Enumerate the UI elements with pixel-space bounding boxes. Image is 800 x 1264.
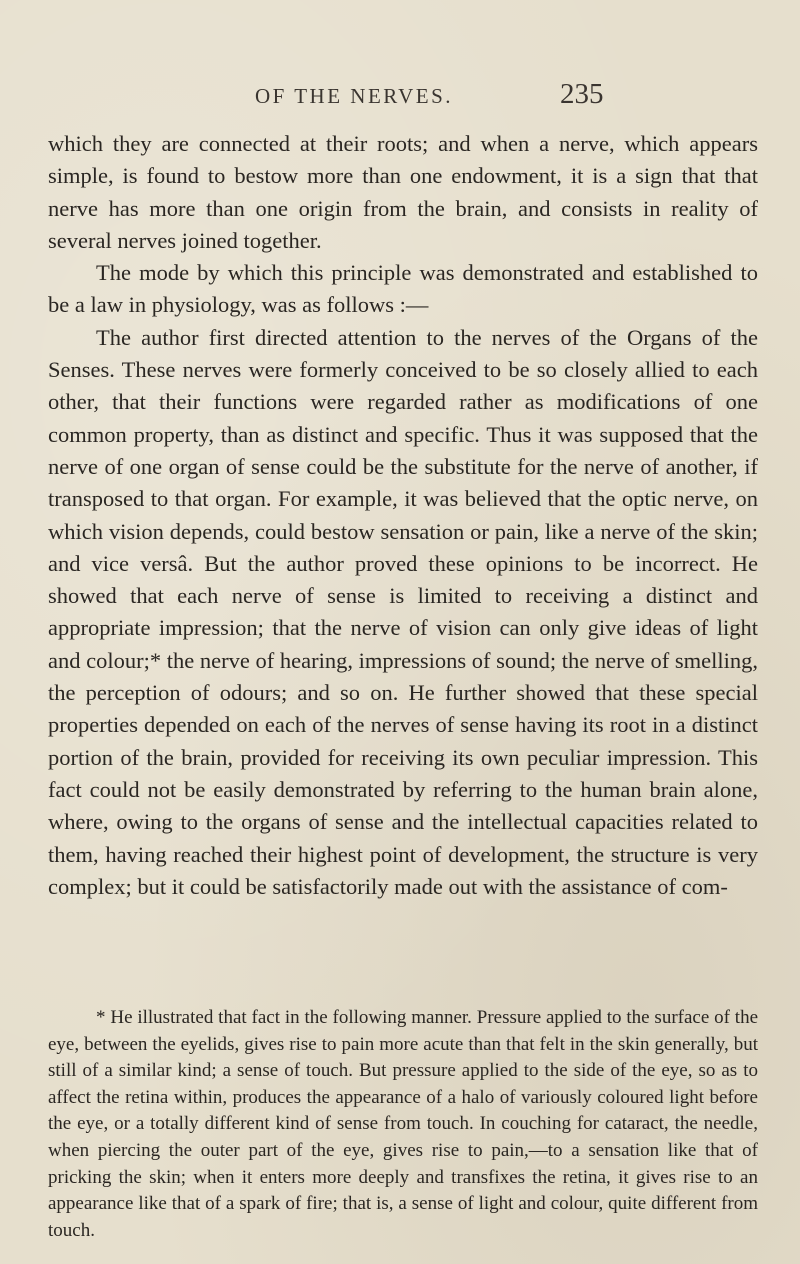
- paragraph-method: The mode by which this principle was demonstrated and established to be a law in physiology, was as follows :—: [48, 260, 758, 318]
- running-head: [0, 78, 800, 118]
- body-text: [48, 128, 758, 903]
- footnote: * He illustrated that fact in the following manner. Pressure applied to the surface of the eye, between the eyelids, gives rise to pain more acute than that felt in the skin generally, but still of a similar kind; a sense of touch. But pressure applied to the side of the eye, so as to affect the retina within, produces the appearance of a halo of variously coloured light before the eye, or a totally different kind of sense from touch. In couching for cataract, the needle, when piercing the outer part of the eye, gives rise to pain,—to a sensation like that of pricking the skin; when it enters more deeply and transfixes the retina, it gives rise to an appearance like that of a spark of fire; that is, a sense of light and colour, quite different from touch.: [48, 1007, 758, 1241]
- paragraph-senses: The author first directed attention to the nerves of the Organs of the Senses. These nerves were formerly conceived to be so closely allied to each other, that their functions were regarded rather as modifications of one common property, than as distinct and specific. Thus it was supposed that the nerve of one organ of sense could be the substitute for the nerve of another, if transposed to that organ. For example, it was believed that the optic nerve, on which vision depends, could bestow sensation or pain, like a nerve of the skin; and vice versâ. But the author proved these opinions to be incorrect. He showed that each nerve of sense is limited to receiving a distinct and appropriate impression; that the nerve of vision can only give ideas of light and colour;* the nerve of hearing, impressions of sound; the nerve of smelling, the perception of odours; and so on. He further showed that these special properties depended on each of the nerves of sense having its root in a distinct portion of the brain, provided for receiving its own peculiar impression. This fact could not be easily demonstrated by referring to the human brain alone, where, owing to the organs of sense and the intellectual capacities related to them, having reached their highest point of development, the structure is very complex; but it could be satisfactorily made out with the assistance of com-: [48, 324, 758, 899]
- running-title: OF THE NERVES.: [255, 84, 454, 108]
- paragraph-continuation: which they are connected at their roots; and when a nerve, which appears simple, is found to bestow more than one endowment, it is a sign that that nerve has more than one origin from the brain, and consists in reality of several nerves joined together.: [48, 131, 758, 253]
- page-number: 235: [560, 78, 604, 110]
